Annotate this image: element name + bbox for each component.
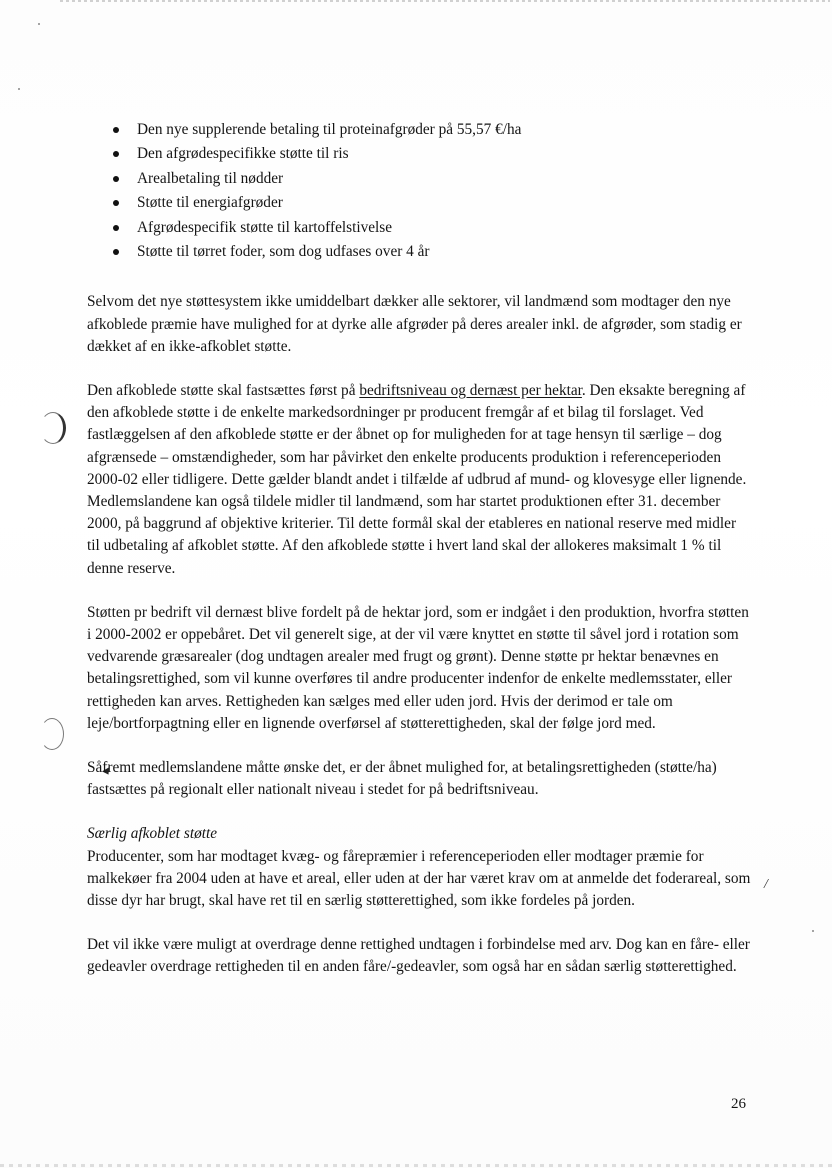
- page-number: 26: [731, 1096, 746, 1112]
- paragraph-5: Producenter, som har modtaget kvæg- og fårepræmier i referenceperioden eller modtager præmie for malkekøer fra 2004 uden at have et areal, eller uden at der har været krav om at anmelde det foderareal, som disse dyr har brugt, skal have ret til en særlig støtterettighed, som ikke fordeles på jorden.: [87, 847, 751, 910]
- bullet-text: Afgrødespecifik støtte til kartoffelstivelse: [137, 218, 393, 236]
- paragraph-2-rest: . Den eksakte beregning af den afkoblede støtte i de enkelte markedsordninger pr producent fremgår af et bilag til forslaget. Ved fastlæggelsen af den afkoblede støtte er der åbnet op for muligheden for at tage hensyn til særlige – dog afgrænsede – omstændigheder, som har påvirket den enkelte producents produktion i referenceperioden 2000-02 eller tidligere. Dette gælder blandt andet i tilfælde af udbrud af mund- og klovesyge eller lignende. Medlemslandene kan også tildele midler til landmænd, som har startet produktionen efter 31. december 2000, på baggrund af objektive kriterier. Til dette formål skal der etableres en national reserve med midler til udbetaling af afkoblet støtte. Af den afkoblede støtte i hvert land skal der allokeres maksimalt 1 % til denne reserve.: [87, 381, 747, 577]
- bullet-dot-icon: [113, 200, 119, 206]
- punch-hole-lower: [40, 718, 64, 750]
- bullet-item: [87, 167, 752, 191]
- underlined-phrase: bedriftsniveau og dernæst per hektar: [359, 381, 582, 399]
- bullet-dot-icon: [113, 151, 119, 157]
- paragraph-2-start: Den afkoblede støtte skal fastsættes først på: [87, 381, 360, 399]
- section-heading: Særlig afkoblet støtte: [87, 825, 218, 843]
- bullet-text: Den nye supplerende betaling til proteinafgrøder på 55,57 €/ha: [137, 121, 522, 138]
- scan-speck: [38, 23, 40, 25]
- paragraph-4: Såfremt medlemslandene måtte ønske det, er der åbnet mulighed for, at betalingsrettigheden (støtte/ha) fastsættes på regionalt eller nationalt niveau i stedet for på bedriftsniveau.: [87, 759, 717, 799]
- bullet-dot-icon: [113, 249, 119, 255]
- bullet-dot-icon: [113, 225, 119, 231]
- margin-pen-mark: /: [764, 877, 768, 892]
- scan-speck: [18, 88, 20, 90]
- bullet-item: [87, 118, 752, 142]
- bullet-text: Arealbetaling til nødder: [137, 169, 284, 187]
- punch-hole-upper: [40, 412, 66, 444]
- bullet-item: [87, 191, 752, 215]
- bullet-item: [87, 240, 752, 264]
- bullet-text: Den afgrødespecifikke støtte til ris: [137, 145, 349, 163]
- bullet-dot-icon: [113, 127, 119, 133]
- bullet-text: Støtte til energiafgrøder: [137, 194, 283, 212]
- scan-edge-bottom: [0, 1164, 832, 1167]
- document-body: [87, 118, 752, 1001]
- scan-speck: [812, 930, 814, 932]
- bullet-item: [87, 216, 752, 240]
- scan-edge-top: [60, 0, 830, 2]
- paragraph-3: Støtten pr bedrift vil dernæst blive fordelt på de hektar jord, som er indgået i den produktion, hvorfra støtten i 2000-2002 er oppebåret. Det vil generelt sige, at der vil være knyttet en støtte til såvel jord i rotation som vedvarende græsarealer (dog undtagen arealer med frugt og grønt). Denne støtte pr hektar benævnes en betalingsrettighed, som vil kunne overføres til andre producenter indenfor de enkelte medlemsstater, eller rettigheden kan arves. Rettigheden kan sælges med eller uden jord. Hvis der derimod er tale om leje/bortforpagtning eller en lignende overførsel af støtterettigheden, skal der følge jord med.: [87, 603, 749, 732]
- bullet-list: [87, 118, 752, 264]
- bullet-dot-icon: [113, 176, 119, 182]
- bullet-text: Støtte til tørret foder, som dog udfases over 4 år: [137, 242, 430, 260]
- paragraph-6: Det vil ikke være muligt at overdrage denne rettighed undtagen i forbindelse med arv. Dog kan en fåre- eller gedeavler overdrage rettigheden til en anden fåre/-gedeavler, som også har en sådan særlig støtterettighed.: [87, 936, 750, 976]
- paragraph-2: [87, 380, 752, 580]
- bullet-item: [87, 142, 752, 166]
- paragraph-1: Selvom det nye støttesystem ikke umiddelbart dækker alle sektorer, vil landmænd som modtager den nye afkoblede præmie have mulighed for at dyrke alle afgrøder på deres arealer inkl. de afgrøder, som stadig er dækket af en ikke-afkoblet støtte.: [87, 293, 742, 355]
